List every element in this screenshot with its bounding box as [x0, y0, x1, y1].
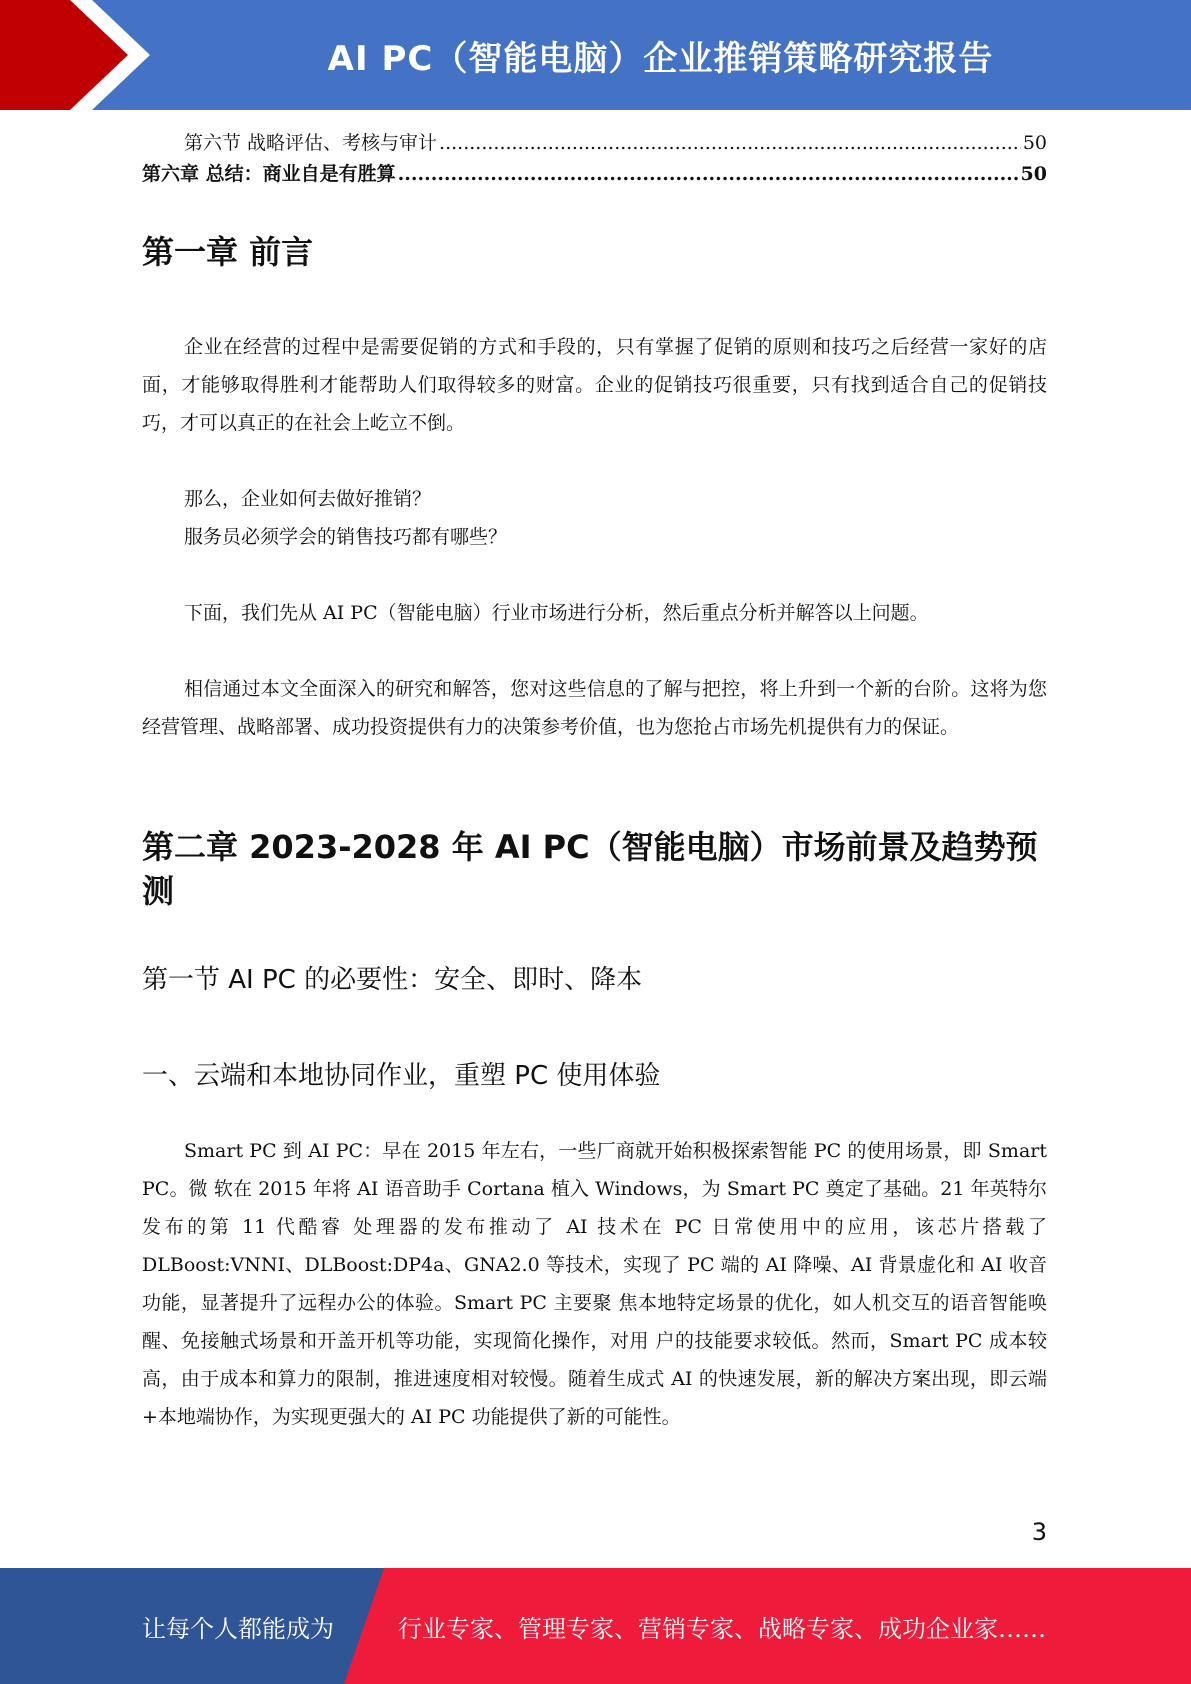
- page-content: [142, 128, 1047, 1428]
- header-arrow-icon: [0, 0, 150, 110]
- chapter-1-question: 服务员必须学会的销售技巧都有哪些？: [184, 526, 508, 548]
- toc-entry-page: 50: [1022, 132, 1047, 154]
- report-title: AI PC（智能电脑）企业推销策略研究报告: [327, 38, 994, 79]
- chapter-1-paragraph: 下面，我们先从 AI PC（智能电脑）行业市场进行分析，然后重点分析并解答以上问题。: [184, 602, 929, 624]
- page-number: 3: [1031, 1518, 1047, 1546]
- toc-entry[interactable]: [142, 159, 1047, 190]
- footer-slogan-left: 让每个人都能成为: [142, 1614, 334, 1643]
- section-heading: 第一节 AI PC 的必要性：安全、即时、降本: [142, 965, 643, 995]
- chapter-1-heading: 第一章 前言: [142, 233, 314, 271]
- page-header: [0, 0, 1191, 110]
- chapter-1-question: 那么，企业如何去做好推销？: [184, 488, 432, 510]
- subsection-heading: 一、云端和本地协同作业，重塑 PC 使用体验: [142, 1061, 661, 1091]
- chapter-1-paragraph: 企业在经营的过程中是需要促销的方式和手段的，只有掌握了促销的原则和技巧之后经营一家好的店面，才能够取得胜利才能帮助人们取得较多的财富。企业的促销技巧很重要，只有找到适合自己的促销技巧，才可以真正的在社会上屹立不倒。: [142, 336, 1047, 434]
- footer-slogan-right: 行业专家、管理专家、营销专家、战略专家、成功企业家……: [398, 1614, 1046, 1643]
- chapter-1-paragraph: 相信通过本文全面深入的研究和解答，您对这些信息的了解与把控，将上升到一个新的台阶。这将为您经营管理、战略部署、成功投资提供有力的决策参考价值，也为您抢占市场先机提供有力的保证。: [142, 678, 1047, 738]
- toc-entry-title: 第六节 战略评估、考核与审计: [184, 132, 438, 154]
- chapter-2-paragraph: Smart PC 到 AI PC：早在 2015 年左右，一些厂商就开始积极探索智能 PC 的使用场景，即 Smart PC。微 软在 2015 年将 AI 语音助手 Cortana 植入 Windows，为 Smart PC 奠定了基础。21 年英特尔发布的第 11 代酷睿 处理器的发布推动了 AI 技术在 PC 日常使用中的应用，该芯片搭载了 DLBoost:VNNI、DLBoost:DP4a、GNA2.0 等技术，实现了 PC 端的 AI 降噪、AI 背景虚化和 AI 收音功能，显著提升了远程办公的体验。Smart PC 主要聚 焦本地特定场景的优化，如人机交互的语音智能唤醒、免接触式场景和开盖开机等功能，实现简化操作，对用 户的技能要求较低。然而，Smart PC 成本较高，由于成本和算力的限制，推进速度相对较慢。随着生成式 AI 的快速发展，新的解决方案出现，即云端+本地端协作，为实现更强大的 AI PC 功能提供了新的可能性。: [142, 1140, 1047, 1428]
- toc-entry-title: 第六章 总结：商业自是有胜算: [142, 163, 396, 185]
- toc-entry-page: 50: [1020, 163, 1047, 185]
- chapter-2-heading: 第二章 2023-2028 年 AI PC（智能电脑）市场前景及趋势预测: [142, 828, 1038, 910]
- toc-leader-dots: [398, 159, 1019, 190]
- toc-entry[interactable]: [142, 128, 1047, 159]
- page-footer: [0, 1568, 1191, 1684]
- toc-leader-dots: [439, 128, 1021, 159]
